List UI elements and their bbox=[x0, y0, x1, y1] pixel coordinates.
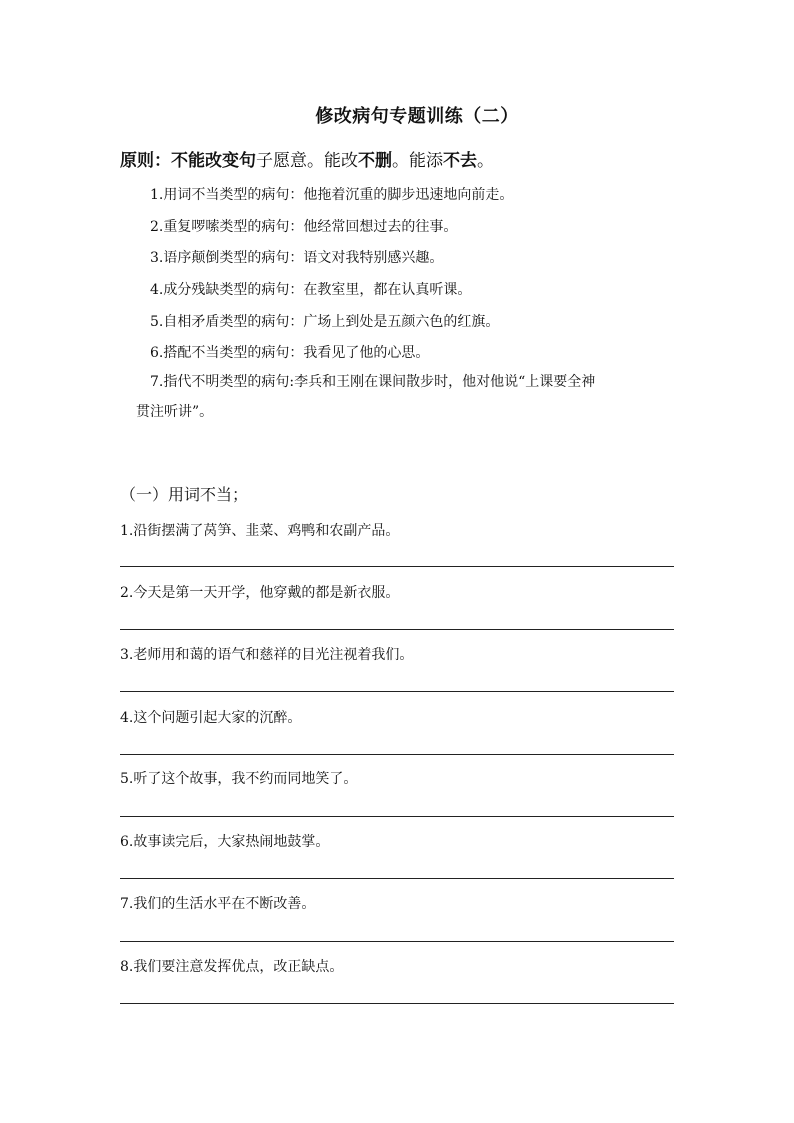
question-text: 2.今天是第一天开学，他穿戴的都是新衣服。 bbox=[120, 585, 400, 601]
principle-lead: 原则： bbox=[120, 151, 171, 171]
question-text: 1.沿街摆满了莴笋、韭菜、鸡鸭和农副产品。 bbox=[120, 523, 400, 539]
principle-part-6: 。 bbox=[477, 151, 494, 171]
principle-part-2: 子愿意。能改 bbox=[256, 151, 358, 171]
answer-line[interactable] bbox=[120, 691, 674, 692]
answer-line[interactable] bbox=[120, 566, 674, 567]
question-text: 7.我们的生活水平在不断改善。 bbox=[120, 896, 316, 912]
question-text: 3.老师用和蔼的语气和慈祥的目光注视着我们。 bbox=[120, 647, 414, 663]
type-item-2: 2.重复啰嗦类型的病句：他经常回想过去的往事。 bbox=[150, 219, 458, 235]
type-item-6: 6.搭配不当类型的病句：我看见了他的心思。 bbox=[150, 345, 430, 361]
question-text: 6.故事读完后，大家热闹地鼓掌。 bbox=[120, 834, 330, 850]
type-item-1: 1.用词不当类型的病句：他拖着沉重的脚步迅速地向前走。 bbox=[150, 187, 514, 203]
type-item-4: 4.成分残缺类型的病句：在教室里，都在认真听课。 bbox=[150, 282, 472, 298]
principle-part-5: 不去 bbox=[443, 151, 477, 171]
question-text: 4.这个问题引起大家的沉醉。 bbox=[120, 710, 302, 726]
type-item-7-line-1: 7.指代不明类型的病句:李兵和王刚在课间散步时，他对他说“上课要全神 bbox=[150, 374, 596, 390]
principle-line bbox=[120, 146, 494, 171]
principle-part-4: 。能添 bbox=[392, 151, 443, 171]
section-heading: （一）用词不当； bbox=[120, 485, 249, 504]
answer-line[interactable] bbox=[120, 878, 674, 879]
type-item-7 bbox=[136, 367, 680, 427]
question-text: 5.听了这个故事，我不约而同地笑了。 bbox=[120, 771, 358, 787]
page-title: 修改病句专题训练（二） bbox=[315, 106, 519, 127]
principle-part-3: 不删 bbox=[358, 151, 392, 171]
answer-line[interactable] bbox=[120, 1003, 674, 1004]
question-text: 8.我们要注意发挥优点，改正缺点。 bbox=[120, 959, 344, 975]
type-item-3: 3.语序颠倒类型的病句：语文对我特别感兴趣。 bbox=[150, 250, 444, 266]
principle-part-1: 不能改变句 bbox=[171, 151, 256, 171]
answer-line[interactable] bbox=[120, 629, 674, 630]
type-item-5: 5.自相矛盾类型的病句：广场上到处是五颜六色的红旗。 bbox=[150, 314, 500, 330]
answer-line[interactable] bbox=[120, 754, 674, 755]
answer-line[interactable] bbox=[120, 941, 674, 942]
answer-line[interactable] bbox=[120, 816, 674, 817]
type-item-7-line-2: 贯注听讲”。 bbox=[136, 404, 214, 420]
